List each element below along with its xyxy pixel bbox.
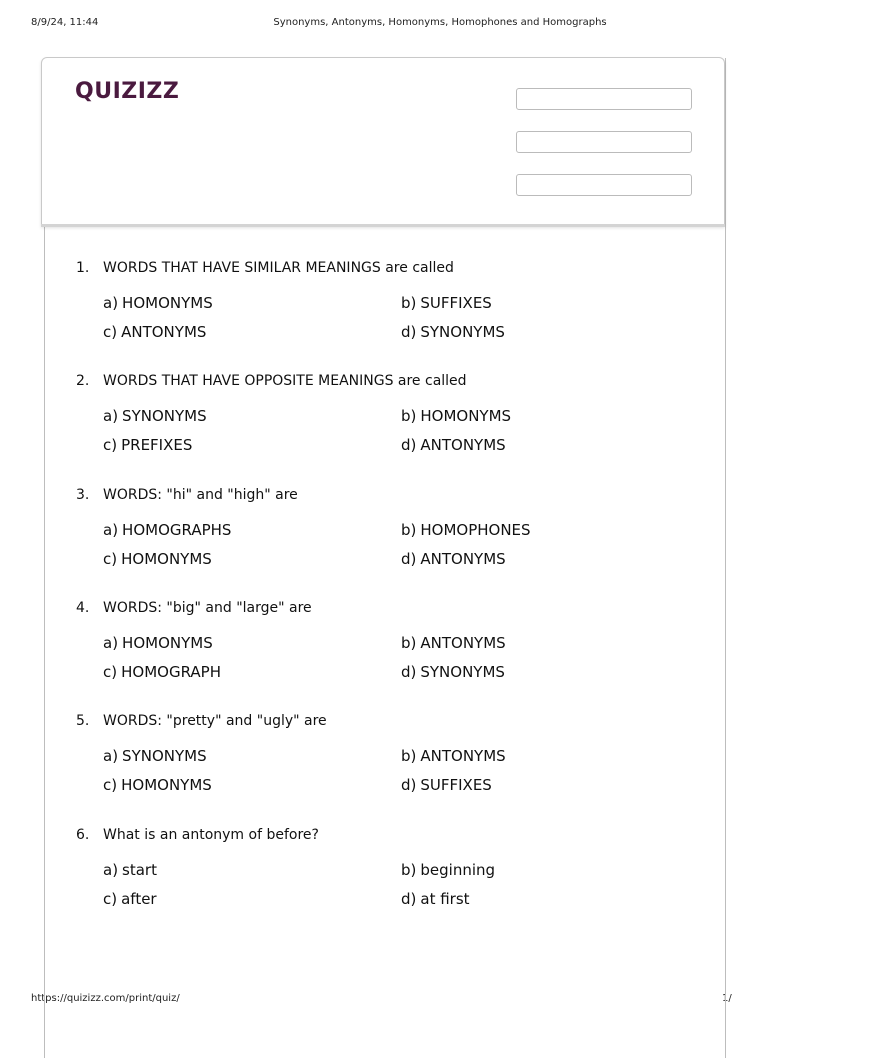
option-letter: d): [401, 323, 417, 341]
answer-option-d[interactable]: [401, 663, 505, 681]
option-letter: b): [401, 407, 417, 425]
question-number: 3.: [76, 487, 90, 503]
answer-option-d[interactable]: [401, 323, 505, 341]
question-number: 1.: [76, 260, 90, 276]
option-letter: b): [401, 861, 417, 879]
answer-option-a[interactable]: [103, 747, 207, 765]
answer-option-b[interactable]: [401, 407, 511, 425]
option-text: HOMOGRAPH: [121, 663, 221, 681]
option-text: after: [121, 890, 157, 908]
answer-option-b[interactable]: [401, 521, 531, 539]
answer-option-a[interactable]: [103, 634, 213, 652]
option-text: HOMONYMS: [121, 776, 212, 794]
option-text: ANTONYMS: [420, 634, 506, 652]
option-text: HOMONYMS: [121, 550, 212, 568]
option-text: SYNONYMS: [420, 323, 505, 341]
worksheet-header: [41, 57, 725, 226]
option-letter: b): [401, 294, 417, 312]
option-letter: c): [103, 323, 118, 341]
print-page-number: 1/: [722, 993, 732, 1004]
print-datetime: 8/9/24, 11:44: [31, 17, 99, 28]
answer-option-d[interactable]: [401, 550, 506, 568]
option-text: at first: [420, 890, 470, 908]
option-letter: b): [401, 747, 417, 765]
answer-option-b[interactable]: [401, 747, 506, 765]
svg-text:QUIZIZZ: QUIZIZZ: [75, 79, 180, 104]
option-letter: d): [401, 550, 417, 568]
option-letter: c): [103, 776, 118, 794]
answer-option-c[interactable]: [103, 436, 192, 454]
option-text: SUFFIXES: [420, 294, 492, 312]
answer-option-a[interactable]: [103, 521, 231, 539]
option-letter: a): [103, 861, 119, 879]
option-text: SYNONYMS: [122, 407, 207, 425]
option-text: ANTONYMS: [420, 747, 506, 765]
option-letter: c): [103, 890, 118, 908]
answer-option-a[interactable]: [103, 294, 213, 312]
answer-option-c[interactable]: [103, 323, 206, 341]
option-letter: d): [401, 663, 417, 681]
option-text: HOMONYMS: [420, 407, 512, 425]
option-letter: a): [103, 521, 119, 539]
question-number: 4.: [76, 600, 90, 616]
header-divider: [41, 224, 725, 227]
quizizz-logo: [75, 78, 180, 110]
option-text: HOMOPHONES: [420, 521, 531, 539]
name-field[interactable]: [516, 88, 692, 110]
answer-option-d[interactable]: [401, 890, 470, 908]
question-text: WORDS: "big" and "large" are: [103, 600, 312, 616]
answer-option-b[interactable]: [401, 861, 495, 879]
option-letter: c): [103, 550, 118, 568]
question-text: What is an antonym of before?: [103, 827, 319, 843]
question-number: 6.: [76, 827, 90, 843]
question-number: 5.: [76, 713, 90, 729]
option-text: HOMONYMS: [122, 634, 213, 652]
option-letter: c): [103, 663, 118, 681]
option-text: ANTONYMS: [420, 550, 506, 568]
option-letter: d): [401, 776, 417, 794]
answer-option-b[interactable]: [401, 634, 506, 652]
option-letter: b): [401, 634, 417, 652]
option-text: SUFFIXES: [420, 776, 492, 794]
answer-option-d[interactable]: [401, 776, 492, 794]
option-text: HOMOGRAPHS: [122, 521, 232, 539]
answer-option-a[interactable]: [103, 407, 207, 425]
date-field[interactable]: [516, 174, 692, 196]
quizizz-logo-image: [75, 78, 180, 104]
answer-option-b[interactable]: [401, 294, 492, 312]
question-number: 2.: [76, 373, 90, 389]
answer-option-a[interactable]: [103, 861, 157, 879]
class-field[interactable]: [516, 131, 692, 153]
option-letter: a): [103, 747, 119, 765]
option-letter: b): [401, 521, 417, 539]
answer-option-c[interactable]: [103, 776, 212, 794]
option-text: ANTONYMS: [420, 436, 506, 454]
option-letter: d): [401, 436, 417, 454]
option-text: ANTONYMS: [121, 323, 207, 341]
option-letter: d): [401, 890, 417, 908]
answer-option-d[interactable]: [401, 436, 506, 454]
option-letter: a): [103, 407, 119, 425]
print-url: https://quizizz.com/print/quiz/: [31, 993, 180, 1004]
option-text: HOMONYMS: [122, 294, 213, 312]
question-text: WORDS THAT HAVE SIMILAR MEANINGS are called: [103, 260, 454, 276]
option-text: SYNONYMS: [420, 663, 505, 681]
answer-option-c[interactable]: [103, 890, 157, 908]
option-text: start: [122, 861, 157, 879]
question-text: WORDS THAT HAVE OPPOSITE MEANINGS are called: [103, 373, 467, 389]
option-letter: a): [103, 634, 119, 652]
print-document-title: Synonyms, Antonyms, Homonyms, Homophones and Homographs: [273, 17, 607, 28]
option-letter: c): [103, 436, 118, 454]
answer-option-c[interactable]: [103, 550, 212, 568]
option-letter: a): [103, 294, 119, 312]
answer-option-c[interactable]: [103, 663, 221, 681]
option-text: PREFIXES: [121, 436, 193, 454]
question-text: WORDS: "hi" and "high" are: [103, 487, 298, 503]
question-text: WORDS: "pretty" and "ugly" are: [103, 713, 327, 729]
option-text: SYNONYMS: [122, 747, 207, 765]
option-text: beginning: [420, 861, 496, 879]
